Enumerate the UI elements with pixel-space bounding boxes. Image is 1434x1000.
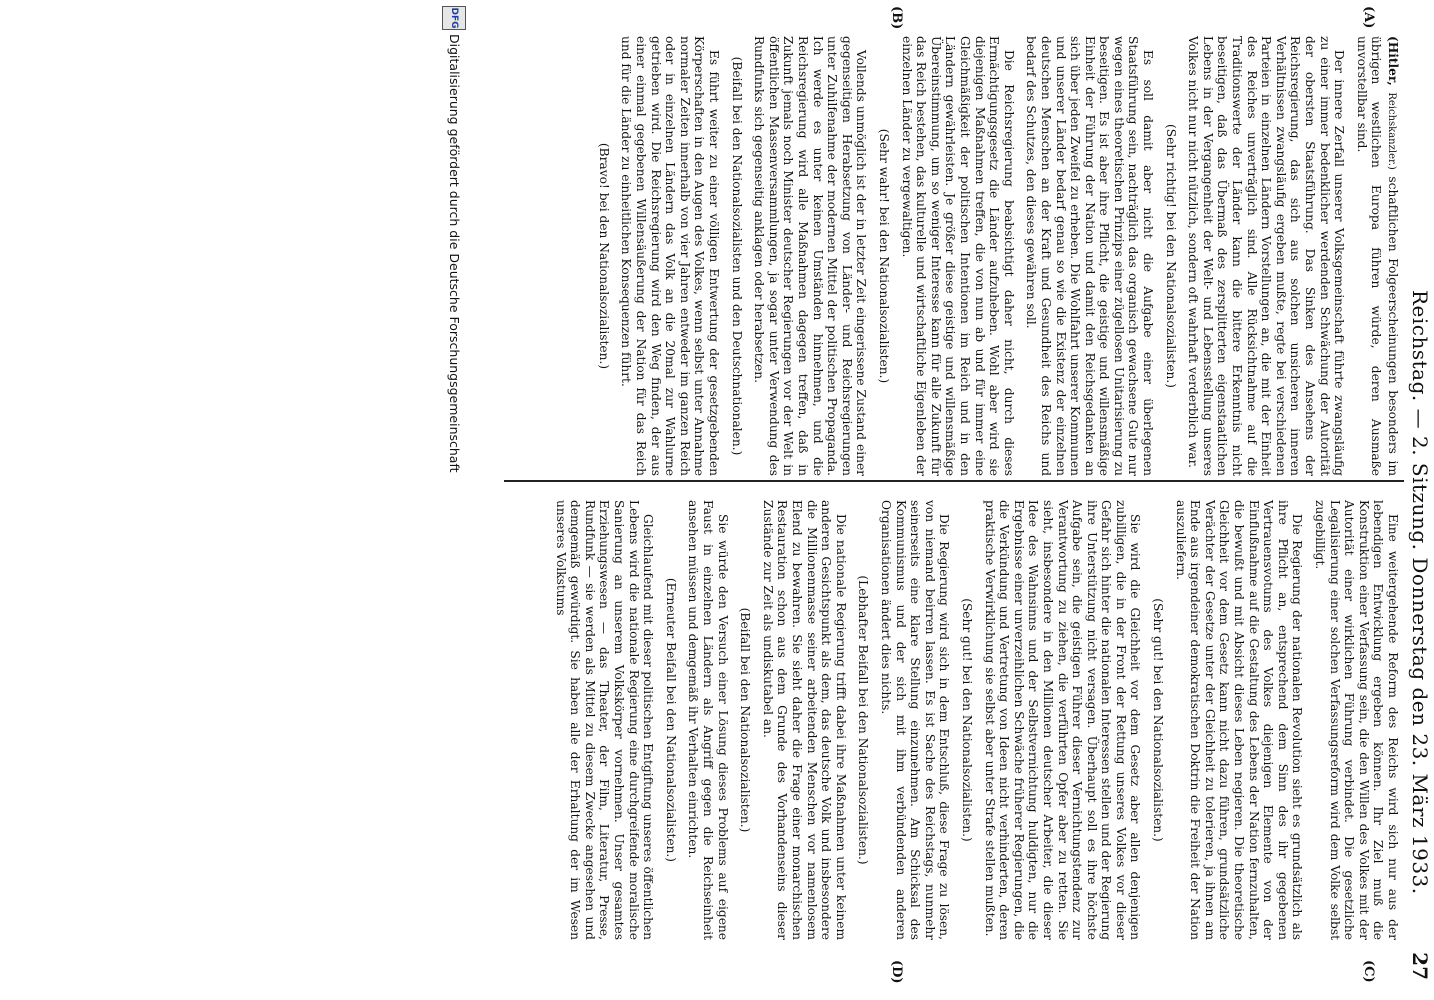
right-column	[545, 500, 1400, 940]
speaker-line	[1354, 36, 1400, 476]
page-footer	[434, 0, 474, 1000]
paragraph: Eine weitergehende Reform des Reichs wird sich nur aus der lebendigen Entwicklung ergeben können. Ihr Ziel muß die Konstruktion einer Verfassung sein, die den Willen des Volkes mit der Autorität einer wirklichen Führung verbindet. Die gesetzliche Legalisierung einer solchen Verfassungsreform wird dem Volke selbst zugebilligt.	[1313, 500, 1400, 940]
paragraph: Es soll damit aber nicht die Aufgabe einer überlegenen Staatsführung sein, nachträglich das organisch gewachsene Gute nur wegen eines theoretischen Prinzips einer zügellosen Unitarisierung zu beseitigen. Es ist aber ihre Pflicht, die geistige und willensmäßige Einheit der Führung der Nation und damit den Reichsgedanken an sich über jeden Zweifel zu erheben. Die Wohlfahrt unserer Kommunen und unserer Länder bedarf genau so wie die Existenz der einzelnen deutschen Menschen an der Kraft und Gesundheit des Reichs und bedarf des Schutzes, den dieses gewähren soll.	[1024, 36, 1156, 476]
audience-reaction: (Sehr gut! bei den Nationalsozialisten.)	[959, 598, 974, 842]
paragraph: Sie wird die Gleichheit vor dem Gesetz aber allen denjenigen zubilligen, die in der Front der Rettung unseres Volkes vor dieser Gefahr sich hinter die nationalen Interessen stellen und der Regierung ihre Unterstützung nicht versagen. Überhaupt soll es ihre höchste Aufgabe sein, die geistigen Führer dieser Vernichtungstendenz zur Verantwortung zu ziehen, die verführten Opfer aber zu retten. Sie sieht, insbesondere in den Millionen deutscher Arbeiter, die dieser Idee des Wahnsinns und der Selbstvernichtung huldigten, nur die Ergebnisse einer unverzeihlichen Schwäche früherer Regierungen, die die Verkündung und Vertretung von Ideen nicht verhinderten, deren praktische Verwirklichung sie selbst aber unter Strafe stellen mußten.	[982, 500, 1143, 940]
paragraph: Gleichlaufend mit dieser politischen Entgiftung unseres öffentlichen Lebens wird die nationale Regierung eine durchgreifende moralische Sanierung an unserem Volkskörper vornehmen. Unser gesamtes Erziehungswesen — das Theater, der Film, Literatur, Presse, Rundfunk — sie werden als Mittel zu diesem Zwecke angesehen und demgemäß gewürdigt. Sie haben alle der Erhaltung der im Wesen unseres Volkstums	[553, 500, 656, 940]
dfg-logo-icon: DFG	[442, 6, 466, 30]
paragraph: Sie würde den Versuch einer Lösung dieses Problems auf eigene Faust in einzelnen Ländern als Angriff gegen die Reichseinheit ansehen müssen und demgemäß ihr Verhalten einrichten.	[686, 500, 730, 940]
audience-reaction: (Beifall bei den Nationalsozialisten.)	[738, 607, 753, 833]
paragraph: Der innere Zerfall unserer Volksgemeinschaft führte zwangsläufig zu einer immer bedenklicher werdenden Schwächung der Autorität der obersten Staatsführung. Das Sinken des Ansehens der Reichsregierung, das sich aus solchen unsicheren inneren Verhältnissen zwangsläufig ergeben mußte, regte bei verschiedenen Parteien in einzelnen Ländern Vorstellungen an, die mit der Einheit des Reiches unverträglich sind. Alle Rücksichtnahme auf die Traditionswerte der Länder kann die bittere Erkenntnis nicht beseitigen, daß das Übermaß des zersplitterten eigenstaatlichen Lebens in der Vergangenheit der Welt- und Lebensstellung unseres Volkes nicht nur nicht nützlich, sondern oft wahrhaft verderblich war.	[1186, 36, 1347, 476]
paragraph: Vollends unmöglich ist der in letzter Zeit eingerissene Zustand einer gegenseitigen Herabsetzung von Länder- und Reichsregierungen unter Zuhilfenahme der modernen Mittel der politischen Propaganda. Ich werde es unter keinen Umständen hinnehmen, und die Reichsregierung wird alle Maßnahmen dagegen treffen, daß in Zukunft jemals noch Minister deutscher Regierungen vor der Welt in öffentlichen Massenversammlungen, ja sogar unter Verwendung des Rundfunks sich gegenseitig anklagen oder herabsetzen.	[752, 36, 869, 476]
audience-reaction: (Lebhafter Beifall bei den Nationalsozialisten.)	[856, 575, 871, 865]
left-column	[588, 36, 1400, 476]
paragraph: Die Regierung der nationalen Revolution sieht es grundsätzlich als ihre Pflicht an, entsprechend dem Sinn des ihr gegebenen Vertrauensvotums des Volkes diejenigen Elemente von der Einflußnahme auf die Gestaltung des Lebens der Nation fernzuhalten, die bewußt und mit Absicht dieses Leben negieren. Die theoretische Gleichheit vor dem Gesetz kann nicht dazu führen, grundsätzliche Verächter der Gesetze unter der Gleichheit zu tolerieren, ja ihnen am Ende aus irgendeiner demokratischen Doktrin die Freiheit der Nation auszuliefern.	[1173, 500, 1305, 940]
audience-reaction: (Erneuter Beifall bei den Nationalsozialisten.)	[663, 577, 678, 863]
paragraph: Die Regierung wird sich in dem Entschluß, diese Frage zu lösen, von niemand beirren lassen. Es ist Sache des Reichstags, nunmehr seinerseits eine klare Stellung einzunehmen. Am Schicksal des Kommunismus und der sich mit ihm verbündenden anderen Organisationen ändert dies nichts.	[879, 500, 952, 940]
margin-mark-c: (C)	[1361, 960, 1376, 983]
audience-reaction: (Sehr richtig! bei den Nationalsozialisten.)	[1163, 123, 1178, 389]
page-number: 27	[1408, 952, 1432, 980]
audience-reaction: (Beifall bei den Nationalsozialisten und den Deutschnationalen.)	[729, 56, 744, 456]
running-title: Reichstag. — 2. Sitzung. Donnerstag den 23. März 1933.	[1408, 290, 1432, 895]
paragraph: Die Reichsregierung beabsichtigt daher nicht, durch dieses Ermächtigungsgesetz die Länder aufzuheben. Wohl aber wird sie diejenigen Maßnahmen treffen, die von nun ab und für immer eine Gleichmäßigkeit der politischen Intentionen im Reich und in den Ländern gewährleisten. Je größer diese geistige und willensmäßige Übereinstimmung, um so weniger Interesse kann für alle Zukunft für das Reich bestehen, das kulturelle und wirtschaftliche Eigenleben der einzelnen Länder zu vergewaltigen.	[899, 36, 1016, 476]
paragraph: Es führt weiter zu einer völligen Entwertung der gesetzgebenden Körperschaften in den Augen des Volkes, wenn selbst unter Annahme normaler Zeiten innerhalb von vier Jahren entweder im ganzen Reich oder in einzelnen Ländern das Volk an die 20mal zur Wahlurne getrieben wird. Die Reichsregierung wird den Weg finden, der aus einer einmal gegebenen Willensäußerung der Nation für das Reich und für die Länder zu einheitlichen Konsequenzen führt.	[619, 36, 722, 476]
audience-reaction: (Sehr gut! bei den Nationalsozialisten.)	[1151, 598, 1166, 842]
margin-mark-b: (B)	[889, 6, 904, 30]
column-divider	[504, 480, 1404, 482]
audience-reaction: (Sehr wahr! bei den Nationalsozialisten.)	[877, 128, 891, 384]
speaker-name: (Hitler,	[1386, 36, 1400, 86]
paragraph: schaftlichen Folgeerscheinungen besonders im übrigen westlichen Europa führen würde, deren Ausmaße unvorstellbar sind.	[1354, 36, 1400, 477]
page-header	[1406, 60, 1432, 980]
margin-mark-a: (A)	[1361, 6, 1376, 29]
audience-reaction: (Bravo! bei den Nationalsozialisten.)	[596, 142, 611, 370]
speaker-role: Reichskanzler.)	[1386, 92, 1397, 170]
margin-mark-d: (D)	[889, 960, 904, 984]
paragraph: Die nationale Regierung trifft dabei ihre Maßnahmen unter keinem anderen Gesichtspunkt als dem, das deutsche Volk und insbesondere die Millionenmasse seiner arbeitenden Menschen vor namenlosem Elend zu bewahren. Sie sieht daher die Frage einer monarchischen Restauration schon aus dem Grunde des Vorhandenseins dieser Zustände zur Zeit als undiskutabel an.	[760, 500, 848, 940]
digitization-credit: Digitalisierung gefördert durch die Deutsche Forschungsgemeinschaft	[447, 34, 462, 473]
